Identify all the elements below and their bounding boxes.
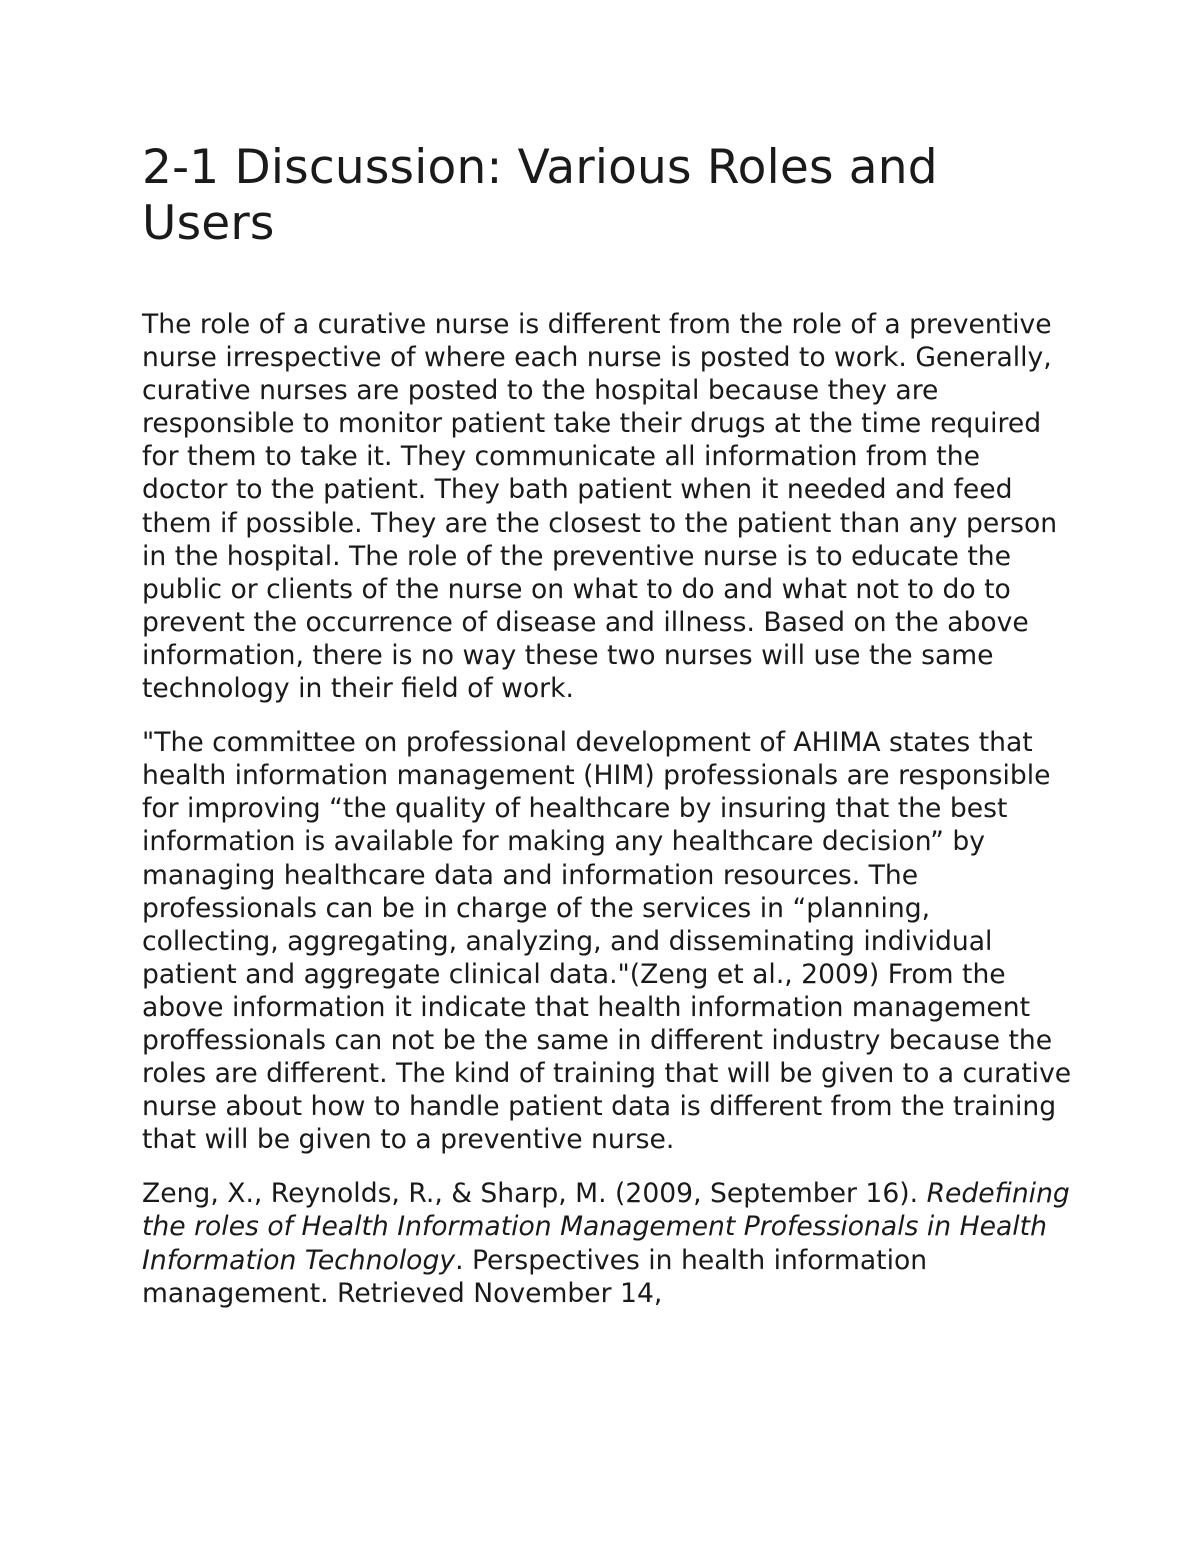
reference-title: Redefining the roles of Health Information Management Professionals in Health Information Technology (142, 1178, 1070, 1276)
reference-rest: . Perspectives in health information management. Retrieved November 14, (142, 1244, 928, 1309)
reference-authors: Zeng, X., Reynolds, R., & Sharp, M. (2009, September 16). (142, 1178, 927, 1210)
paragraph-him-professionals: "The committee on professional development of AHIMA states that health information management (HIM) professionals are responsible for improving “the quality of healthcare by insuring that the best information is available for making any healthcare decision” by managing healthcare data and information resources. The professionals can be in charge of the services in “planning, collecting, aggregating, analyzing, and disseminating individual patient and aggregate clinical data."(Zeng et al., 2009) From the above information it indicate that health information management proffessionals can not be the same in different industry because the roles are different. The kind of training that will be given to a curative nurse about how to handle patient data is different from the training that will be given to a preventive nurse. (142, 727, 1072, 1156)
reference-citation (142, 1177, 1072, 1309)
document-body (142, 140, 1072, 1310)
document-title: 2-1 Discussion: Various Roles and Users (142, 140, 938, 251)
paragraph-nurse-roles: The role of a curative nurse is different from the role of a preventive nurse irrespective of where each nurse is posted to work. Generally, curative nurses are posted to the hospital because they are responsible to monitor patient take their drugs at the time required for them to take it. They communicate all information from the doctor to the patient. They bath patient when it needed and feed them if possible. They are the closest to the patient than any person in the hospital. The role of the preventive nurse is to educate the public or clients of the nurse on what to do and what not to do to prevent the occurrence of disease and illness. Based on the above information, there is no way these two nurses will use the same technology in their field of work. (142, 309, 1058, 705)
